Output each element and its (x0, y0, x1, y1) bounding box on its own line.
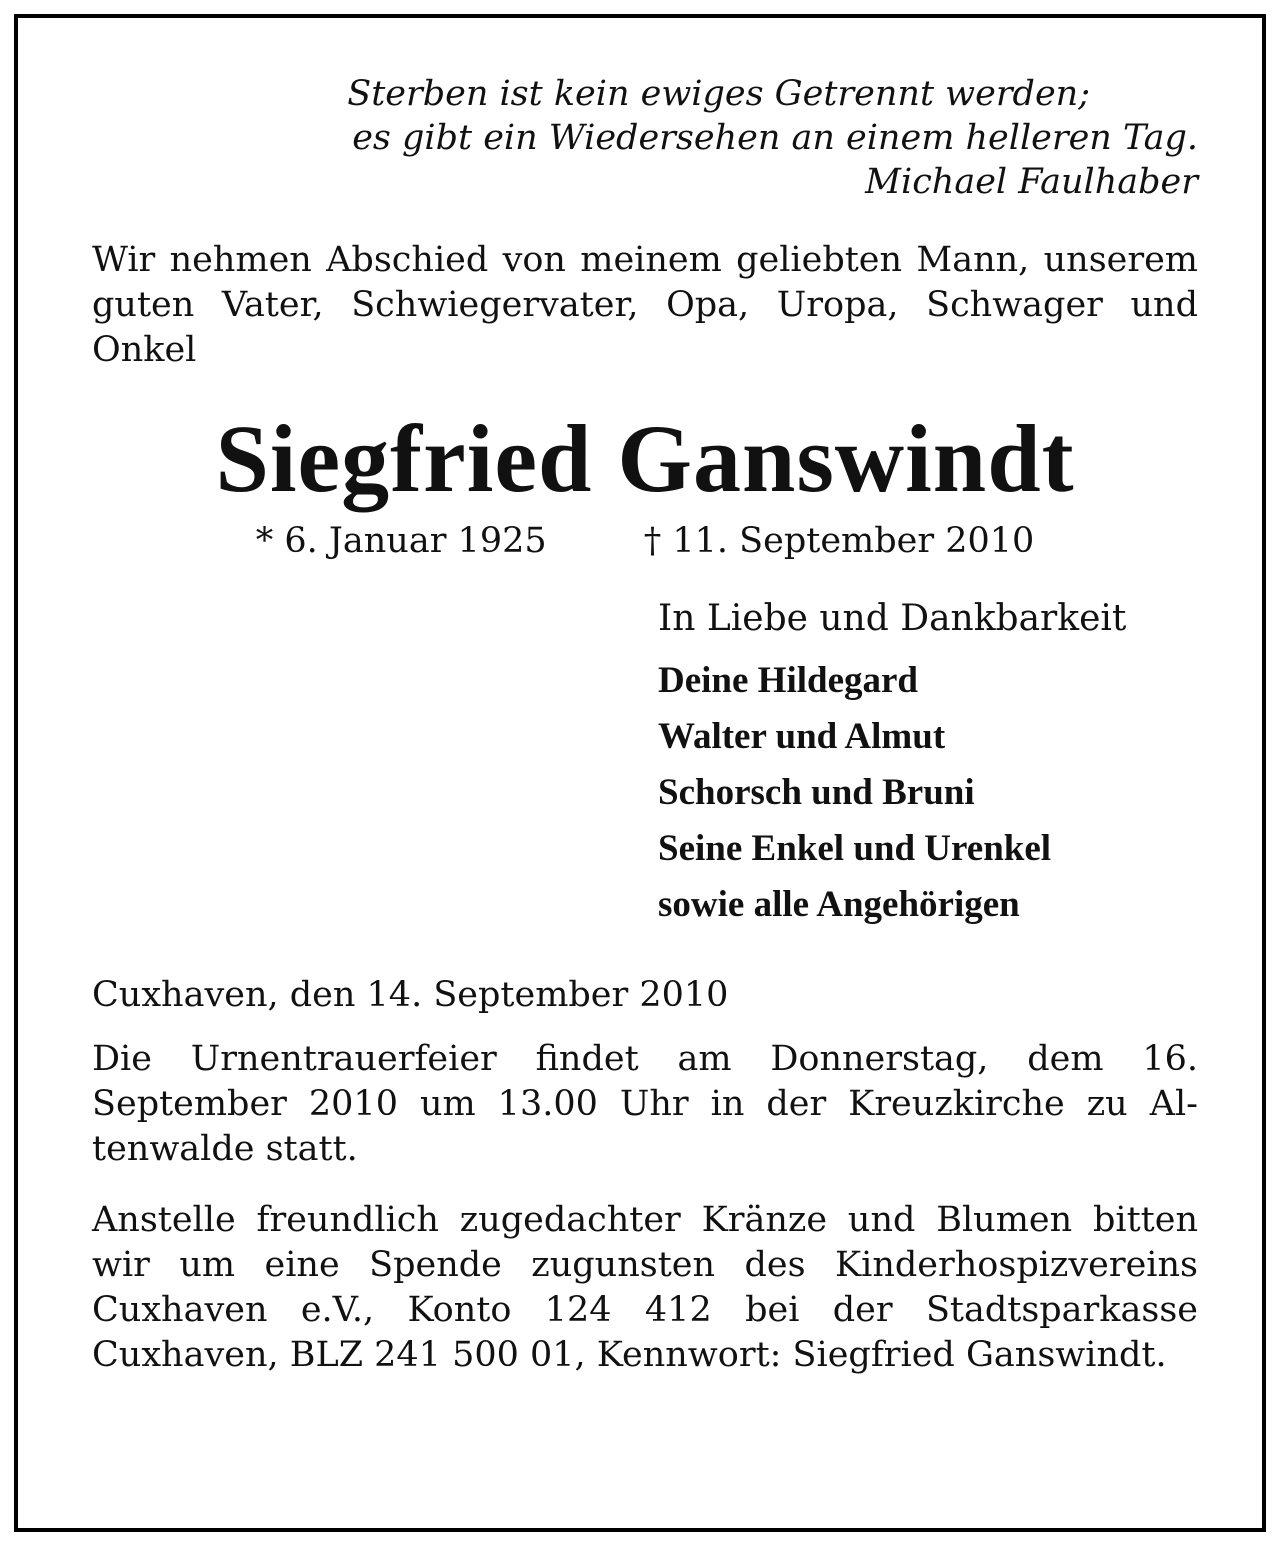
donation-notice: Anstelle freundlich zugedachter Kränze und Blumen bitten wir um eine Spende zugunsten des Kinderhospizvereins Cuxhaven e.V., Konto 124 412 bei der Stadtsparkasse Cuxhaven, BLZ 241 500 01, Kennwort: Siegfried Ganswindt. (92, 1200, 1198, 1375)
mourner-name: sowie alle Angehörigen (658, 884, 1020, 925)
farewell-text: Wir nehmen Abschied von meinem geliebten Mann, unserem guten Vater, Schwiegervater, Opa, Uropa, Schwager und Onkel (92, 240, 1198, 370)
mourner-name: Deine Hildegard (658, 660, 919, 701)
mourner-name: Seine Enkel und Urenkel (658, 828, 1052, 869)
place-and-date: Cuxhaven, den 14. September 2010 (92, 975, 729, 1015)
ceremony-notice: Die Urnentrauerfeier findet am Donnerstag, dem 16. September 2010 um 13.00 Uhr in der Kreuzkirche zu Altenwalde statt. (92, 1039, 1198, 1169)
quote-line-2: es gibt ein Wiedersehen an einem helleren Tag. (352, 118, 1198, 158)
mourner-name: Schorsch und Bruni (658, 772, 975, 813)
birth-date: * 6. Januar 1925 (255, 521, 547, 561)
mourners-block (658, 595, 1198, 933)
thanks-line: In Liebe und Dankbarkeit (658, 598, 1127, 639)
obituary-content (92, 72, 1198, 1378)
quote-line-1: Sterben ist kein ewiges Getrennt werden; (347, 74, 1090, 114)
mourner-name: Walter und Almut (658, 716, 946, 757)
quote-author: Michael Faulhaber (865, 162, 1198, 202)
deceased-name: Siegfried Ganswindt (215, 405, 1075, 512)
life-dates (92, 519, 1198, 563)
mourners-list (658, 653, 1198, 933)
opening-quote (92, 72, 1198, 204)
death-date: † 11. September 2010 (643, 521, 1035, 561)
obituary-border (14, 14, 1266, 1532)
